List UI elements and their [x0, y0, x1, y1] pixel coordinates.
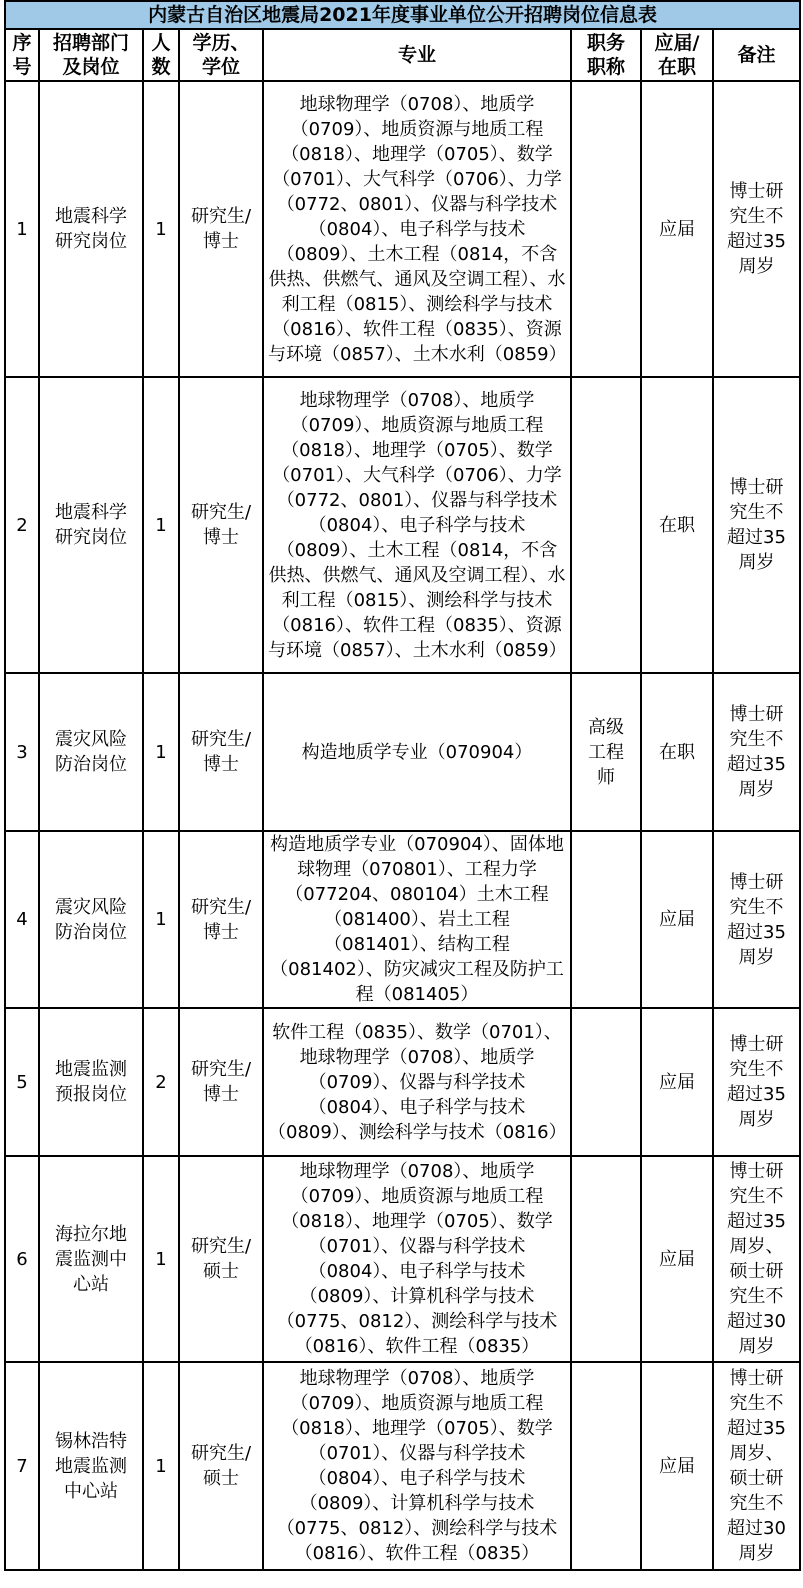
cell-title-req [571, 377, 641, 673]
cell-major: 地球物理学（0708）、地质学（0709）、地质资源与地质工程（0818）、地理学（0705）、数学（0701）、仪器与科学技术（0804）、电子科学与技术（0809）、计算机科学与技术（0775、0812）、测绘科学与技术（0816）、软件工程（0835） [263, 1362, 571, 1570]
cell-count: 1 [143, 673, 179, 831]
header-no: 序号 [5, 29, 39, 81]
header-position: 招聘部门及岗位 [39, 29, 143, 81]
cell-major: 软件工程（0835）、数学（0701）、地球物理学（0708）、地质学（0709）、仪器与科学技术（0804）、电子科学与技术（0809）、测绘科学与技术（0816） [263, 1008, 571, 1156]
header-remark: 备注 [713, 29, 800, 81]
cell-major: 地球物理学（0708）、地质学（0709）、地质资源与地质工程（0818）、地理学（0705）、数学（0701）、大气科学（0706）、力学（0772、0801）、仪器与科学技术（0804）、电子科学与技术（0809）、土木工程（0814，不含供热、供燃气、通风及空调工程）、水利工程（0815）、测绘科学与技术（0816）、软件工程（0835）、资源与环境（0857）、土木水利（0859） [263, 81, 571, 377]
cell-major: 地球物理学（0708）、地质学（0709）、地质资源与地质工程（0818）、地理学（0705）、数学（0701）、仪器与科学技术（0804）、电子科学与技术（0809）、计算机科学与技术（0775、0812）、测绘科学与技术（0816）、软件工程（0835） [263, 1156, 571, 1362]
cell-count: 2 [143, 1008, 179, 1156]
cell-title-req [571, 831, 641, 1008]
cell-status: 应届 [641, 1362, 713, 1570]
cell-title-req [571, 1362, 641, 1570]
cell-title-req [571, 1156, 641, 1362]
cell-count: 1 [143, 81, 179, 377]
cell-major: 构造地质学专业（070904） [263, 673, 571, 831]
cell-remark: 博士研究生不超过35周岁 [713, 81, 800, 377]
header-education: 学历、学位 [179, 29, 263, 81]
cell-remark: 博士研究生不超过35周岁、硕士研究生不超过30周岁 [713, 1362, 800, 1570]
cell-title-req: 高级工程师 [571, 673, 641, 831]
cell-education: 研究生/博士 [179, 377, 263, 673]
table-row [5, 81, 800, 377]
header-major: 专业 [263, 29, 571, 81]
cell-title-req [571, 81, 641, 377]
cell-no: 6 [5, 1156, 39, 1362]
table-title: 内蒙古自治区地震局2021年度事业单位公开招聘岗位信息表 [5, 1, 800, 29]
table-row [5, 377, 800, 673]
cell-no: 7 [5, 1362, 39, 1570]
cell-major: 地球物理学（0708）、地质学（0709）、地质资源与地质工程（0818）、地理学（0705）、数学（0701）、大气科学（0706）、力学（0772、0801）、仪器与科学技术（0804）、电子科学与技术（0809）、土木工程（0814，不含供热、供燃气、通风及空调工程）、水利工程（0815）、测绘科学与技术（0816）、软件工程（0835）、资源与环境（0857）、土木水利（0859） [263, 377, 571, 673]
table-row [5, 1156, 800, 1362]
cell-education: 研究生/博士 [179, 831, 263, 1008]
cell-status: 在职 [641, 673, 713, 831]
cell-title-req [571, 1008, 641, 1156]
cell-status: 应届 [641, 81, 713, 377]
cell-remark: 博士研究生不超过35周岁、硕士研究生不超过30周岁 [713, 1156, 800, 1362]
cell-count: 1 [143, 831, 179, 1008]
table-row [5, 831, 800, 1008]
cell-no: 1 [5, 81, 39, 377]
cell-status: 应届 [641, 831, 713, 1008]
cell-count: 1 [143, 377, 179, 673]
table-row [5, 673, 800, 831]
cell-position: 地震监测预报岗位 [39, 1008, 143, 1156]
cell-position: 海拉尔地震监测中心站 [39, 1156, 143, 1362]
cell-remark: 博士研究生不超过35周岁 [713, 377, 800, 673]
cell-education: 研究生/硕士 [179, 1156, 263, 1362]
cell-remark: 博士研究生不超过35周岁 [713, 673, 800, 831]
cell-no: 2 [5, 377, 39, 673]
cell-no: 4 [5, 831, 39, 1008]
cell-remark: 博士研究生不超过35周岁 [713, 1008, 800, 1156]
cell-major: 构造地质学专业（070904）、固体地球物理（070801）、工程力学（077204、080104）土木工程（081400）、岩土工程（081401）、结构工程（081402）、防灾减灾工程及防护工程（081405） [263, 831, 571, 1008]
cell-position: 地震科学研究岗位 [39, 81, 143, 377]
cell-position: 地震科学研究岗位 [39, 377, 143, 673]
cell-status: 在职 [641, 377, 713, 673]
recruitment-table [4, 0, 801, 1571]
cell-position: 震灾风险防治岗位 [39, 673, 143, 831]
header-title-req: 职务职称 [571, 29, 641, 81]
cell-status: 应届 [641, 1156, 713, 1362]
cell-remark: 博士研究生不超过35周岁 [713, 831, 800, 1008]
cell-no: 5 [5, 1008, 39, 1156]
table-row [5, 1008, 800, 1156]
cell-no: 3 [5, 673, 39, 831]
table-row [5, 1362, 800, 1570]
cell-position: 锡林浩特地震监测中心站 [39, 1362, 143, 1570]
cell-education: 研究生/博士 [179, 1008, 263, 1156]
cell-education: 研究生/博士 [179, 673, 263, 831]
header-row [5, 29, 800, 81]
cell-count: 1 [143, 1362, 179, 1570]
cell-education: 研究生/博士 [179, 81, 263, 377]
cell-position: 震灾风险防治岗位 [39, 831, 143, 1008]
header-status: 应届/在职 [641, 29, 713, 81]
cell-education: 研究生/硕士 [179, 1362, 263, 1570]
cell-status: 应届 [641, 1008, 713, 1156]
header-count: 人数 [143, 29, 179, 81]
cell-count: 1 [143, 1156, 179, 1362]
